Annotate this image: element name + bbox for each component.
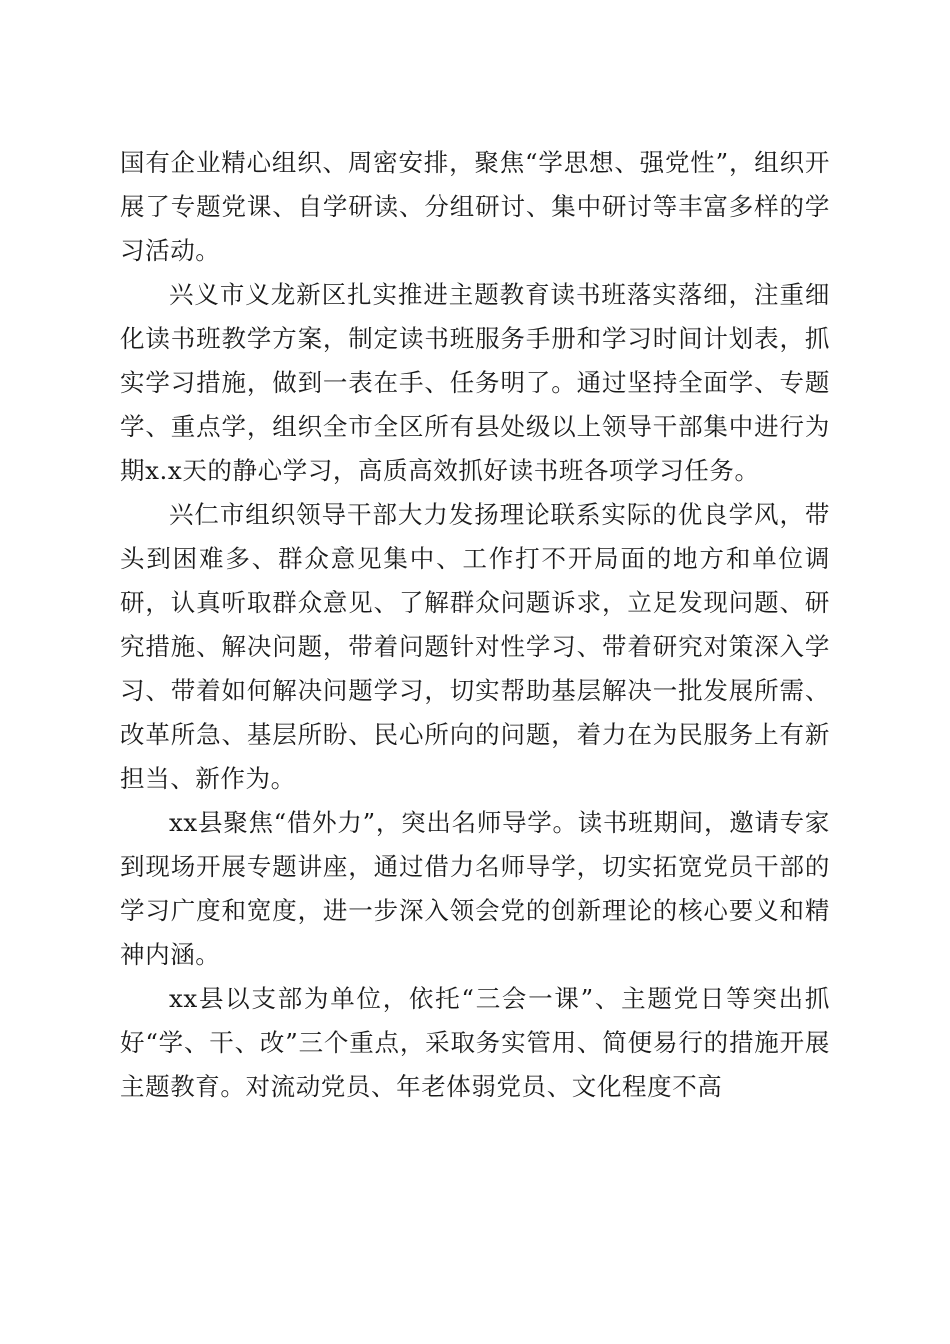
paragraph-xingyi-yilong: 兴义市义龙新区扎实推进主题教育读书班落实落细，注重细化读书班教学方案，制定读书班服务手册和学习时间计划表，抓实学习措施，做到一表在手、任务明了。通过坚持全面学、专题学、重点学，组织全市全区所有县处级以上领导干部集中进行为期x.x天的静心学习，高质高效抓好读书班各项学习任务。	[120, 280, 830, 485]
document-body	[120, 141, 830, 1109]
paragraph-xingren: 兴仁市组织领导干部大力发扬理论联系实际的优良学风，带头到困难多、群众意见集中、工作打不开局面的地方和单位调研，认真听取群众意见、了解群众问题诉求，立足发现问题、研究措施、解决问题，带着问题针对性学习、带着研究对策深入学习、带着如何解决问题学习，切实帮助基层解决一批发展所需、改革所急、基层所盼、民心所向的问题，着力在为民服务上有新担当、新作为。	[120, 500, 830, 793]
paragraph-county-external-help: xx县聚焦“借外力”，突出名师导学。读书班期间，邀请专家到现场开展专题讲座，通过借力名师导学，切实拓宽党员干部的学习广度和宽度，进一步深入领会党的创新理论的核心要义和精神内涵。	[120, 808, 830, 969]
paragraph-state-enterprises: 国有企业精心组织、周密安排，聚焦“学思想、强党性”，组织开展了专题党课、自学研读、分组研讨、集中研讨等丰富多样的学习活动。	[120, 148, 830, 265]
paragraph-county-branch-units: xx县以支部为单位，依托“三会一课”、主题党日等突出抓好“学、干、改”三个重点，采取务实管用、简便易行的措施开展主题教育。对流动党员、年老体弱党员、文化程度不高	[120, 984, 830, 1101]
